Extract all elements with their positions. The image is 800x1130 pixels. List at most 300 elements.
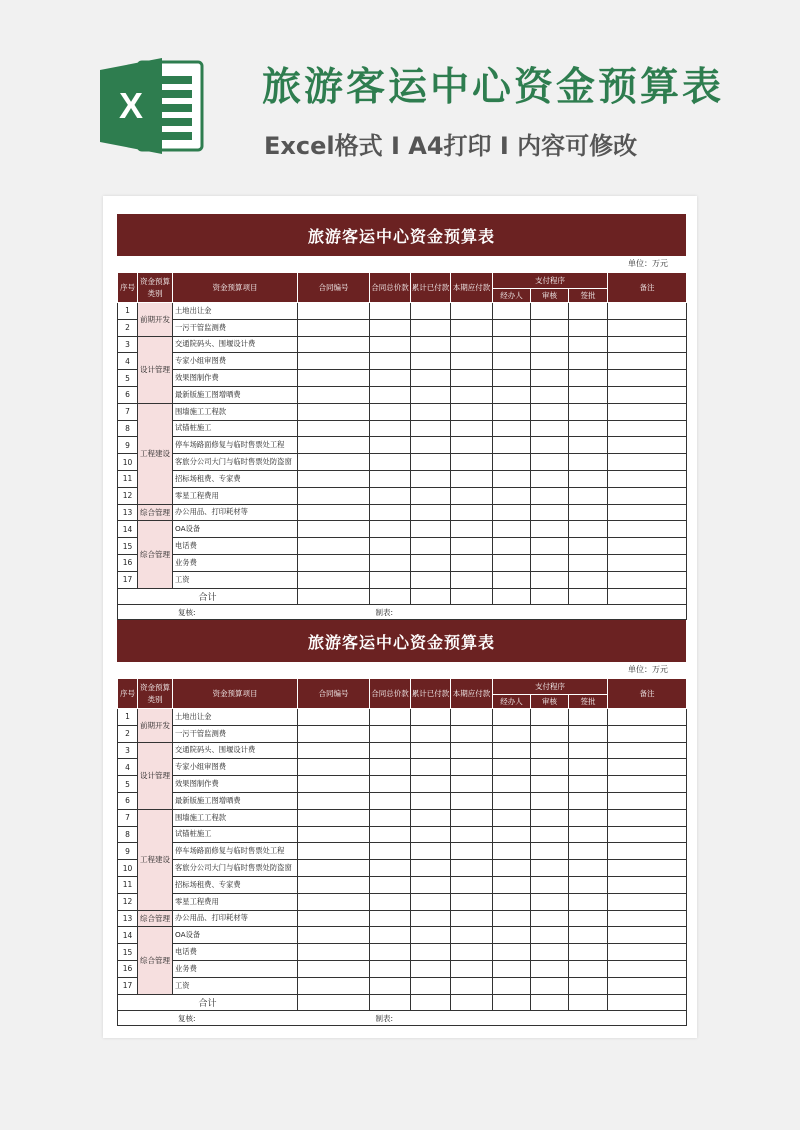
empty-cell[interactable] <box>370 403 411 420</box>
empty-cell[interactable] <box>411 843 451 860</box>
empty-cell[interactable] <box>451 521 493 538</box>
empty-cell[interactable] <box>298 437 370 454</box>
empty-cell[interactable] <box>569 876 608 893</box>
empty-cell[interactable] <box>569 843 608 860</box>
empty-cell[interactable] <box>531 759 569 776</box>
empty-cell[interactable] <box>298 944 370 961</box>
empty-cell[interactable] <box>493 353 531 370</box>
table-row <box>118 504 687 521</box>
empty-cell[interactable] <box>531 454 569 471</box>
empty-cell[interactable] <box>531 353 569 370</box>
empty-cell[interactable] <box>451 927 493 944</box>
empty-cell[interactable] <box>608 538 687 555</box>
empty-cell[interactable] <box>608 571 687 588</box>
empty-cell[interactable] <box>493 437 531 454</box>
empty-cell[interactable] <box>451 910 493 927</box>
empty-cell[interactable] <box>493 319 531 336</box>
empty-cell[interactable] <box>531 487 569 504</box>
empty-cell[interactable] <box>298 709 370 726</box>
empty-cell[interactable] <box>493 944 531 961</box>
empty-cell[interactable] <box>370 521 411 538</box>
empty-cell[interactable] <box>608 809 687 826</box>
empty-cell[interactable] <box>298 303 370 320</box>
empty-cell[interactable] <box>531 386 569 403</box>
empty-cell[interactable] <box>451 725 493 742</box>
empty-cell[interactable] <box>298 370 370 387</box>
empty-cell[interactable] <box>370 571 411 588</box>
empty-cell[interactable] <box>569 776 608 793</box>
empty-cell[interactable] <box>493 538 531 555</box>
empty-cell[interactable] <box>370 776 411 793</box>
empty-cell[interactable] <box>411 876 451 893</box>
empty-cell[interactable] <box>370 504 411 521</box>
empty-cell[interactable] <box>608 759 687 776</box>
empty-cell[interactable] <box>298 521 370 538</box>
empty-cell[interactable] <box>411 521 451 538</box>
empty-cell[interactable] <box>451 759 493 776</box>
header-item: 资金预算项目 <box>173 679 298 709</box>
empty-cell[interactable] <box>569 742 608 759</box>
empty-cell[interactable] <box>531 420 569 437</box>
empty-cell[interactable] <box>569 437 608 454</box>
empty-cell[interactable] <box>451 571 493 588</box>
empty-cell[interactable] <box>298 386 370 403</box>
empty-cell[interactable] <box>298 960 370 977</box>
empty-cell[interactable] <box>608 504 687 521</box>
empty-cell[interactable] <box>608 977 687 994</box>
empty-cell[interactable] <box>569 554 608 571</box>
empty-cell[interactable] <box>411 420 451 437</box>
empty-cell[interactable] <box>411 588 451 605</box>
empty-cell[interactable] <box>493 994 531 1011</box>
empty-cell[interactable] <box>298 319 370 336</box>
empty-cell[interactable] <box>370 725 411 742</box>
empty-cell[interactable] <box>531 588 569 605</box>
empty-cell[interactable] <box>370 742 411 759</box>
empty-cell[interactable] <box>451 809 493 826</box>
empty-cell[interactable] <box>298 353 370 370</box>
empty-cell[interactable] <box>411 571 451 588</box>
empty-cell[interactable] <box>451 826 493 843</box>
empty-cell[interactable] <box>451 336 493 353</box>
empty-cell[interactable] <box>493 876 531 893</box>
row-number: 3 <box>118 336 138 353</box>
empty-cell[interactable] <box>569 994 608 1011</box>
empty-cell[interactable] <box>411 742 451 759</box>
item-cell: OA设备 <box>173 927 298 944</box>
empty-cell[interactable] <box>531 437 569 454</box>
empty-cell[interactable] <box>451 470 493 487</box>
empty-cell[interactable] <box>608 843 687 860</box>
empty-cell[interactable] <box>608 470 687 487</box>
empty-cell[interactable] <box>608 554 687 571</box>
empty-cell[interactable] <box>531 538 569 555</box>
empty-cell[interactable] <box>531 994 569 1011</box>
empty-cell[interactable] <box>370 809 411 826</box>
empty-cell[interactable] <box>411 960 451 977</box>
empty-cell[interactable] <box>451 487 493 504</box>
empty-cell[interactable] <box>493 927 531 944</box>
empty-cell[interactable] <box>569 759 608 776</box>
empty-cell[interactable] <box>531 370 569 387</box>
empty-cell[interactable] <box>298 420 370 437</box>
empty-cell[interactable] <box>411 809 451 826</box>
empty-cell[interactable] <box>569 470 608 487</box>
empty-cell[interactable] <box>411 454 451 471</box>
empty-cell[interactable] <box>411 303 451 320</box>
empty-cell[interactable] <box>370 709 411 726</box>
empty-cell[interactable] <box>451 893 493 910</box>
empty-cell[interactable] <box>451 860 493 877</box>
empty-cell[interactable] <box>569 370 608 387</box>
empty-cell[interactable] <box>569 709 608 726</box>
item-cell: 工资 <box>173 977 298 994</box>
empty-cell[interactable] <box>569 319 608 336</box>
empty-cell[interactable] <box>569 386 608 403</box>
empty-cell[interactable] <box>451 454 493 471</box>
empty-cell[interactable] <box>370 826 411 843</box>
item-cell: 业务费 <box>173 960 298 977</box>
empty-cell[interactable] <box>451 742 493 759</box>
empty-cell[interactable] <box>298 403 370 420</box>
empty-cell[interactable] <box>411 994 451 1011</box>
empty-cell[interactable] <box>608 588 687 605</box>
empty-cell[interactable] <box>569 336 608 353</box>
empty-cell[interactable] <box>493 554 531 571</box>
empty-cell[interactable] <box>569 303 608 320</box>
empty-cell[interactable] <box>298 809 370 826</box>
empty-cell[interactable] <box>451 353 493 370</box>
empty-cell[interactable] <box>451 977 493 994</box>
empty-cell[interactable] <box>370 876 411 893</box>
empty-cell[interactable] <box>298 588 370 605</box>
empty-cell[interactable] <box>569 809 608 826</box>
empty-cell[interactable] <box>608 370 687 387</box>
empty-cell[interactable] <box>608 521 687 538</box>
empty-cell[interactable] <box>298 538 370 555</box>
header-contract-no: 合同编号 <box>298 273 370 303</box>
empty-cell[interactable] <box>608 454 687 471</box>
empty-cell[interactable] <box>569 403 608 420</box>
empty-cell[interactable] <box>298 487 370 504</box>
empty-cell[interactable] <box>493 977 531 994</box>
empty-cell[interactable] <box>493 521 531 538</box>
empty-cell[interactable] <box>608 437 687 454</box>
empty-cell[interactable] <box>531 554 569 571</box>
empty-cell[interactable] <box>370 994 411 1011</box>
empty-cell[interactable] <box>411 910 451 927</box>
empty-cell[interactable] <box>493 370 531 387</box>
empty-cell[interactable] <box>493 403 531 420</box>
empty-cell[interactable] <box>370 843 411 860</box>
empty-cell[interactable] <box>451 588 493 605</box>
empty-cell[interactable] <box>370 386 411 403</box>
empty-cell[interactable] <box>370 960 411 977</box>
empty-cell[interactable] <box>411 776 451 793</box>
empty-cell[interactable] <box>411 487 451 504</box>
empty-cell[interactable] <box>370 927 411 944</box>
empty-cell[interactable] <box>493 776 531 793</box>
empty-cell[interactable] <box>608 910 687 927</box>
empty-cell[interactable] <box>569 927 608 944</box>
empty-cell[interactable] <box>493 725 531 742</box>
empty-cell[interactable] <box>608 826 687 843</box>
empty-cell[interactable] <box>370 792 411 809</box>
empty-cell[interactable] <box>451 709 493 726</box>
empty-cell[interactable] <box>608 353 687 370</box>
empty-cell[interactable] <box>370 910 411 927</box>
empty-cell[interactable] <box>608 336 687 353</box>
empty-cell[interactable] <box>608 403 687 420</box>
empty-cell[interactable] <box>411 437 451 454</box>
empty-cell[interactable] <box>531 725 569 742</box>
empty-cell[interactable] <box>298 571 370 588</box>
empty-cell[interactable] <box>451 960 493 977</box>
empty-cell[interactable] <box>569 353 608 370</box>
empty-cell[interactable] <box>531 303 569 320</box>
empty-cell[interactable] <box>493 571 531 588</box>
empty-cell[interactable] <box>451 319 493 336</box>
empty-cell[interactable] <box>411 336 451 353</box>
empty-cell[interactable] <box>608 303 687 320</box>
empty-cell[interactable] <box>451 994 493 1011</box>
empty-cell[interactable] <box>531 403 569 420</box>
empty-cell[interactable] <box>370 860 411 877</box>
empty-cell[interactable] <box>298 554 370 571</box>
empty-cell[interactable] <box>569 860 608 877</box>
empty-cell[interactable] <box>569 910 608 927</box>
empty-cell[interactable] <box>608 994 687 1011</box>
empty-cell[interactable] <box>298 742 370 759</box>
row-number: 13 <box>118 910 138 927</box>
empty-cell[interactable] <box>411 504 451 521</box>
empty-cell[interactable] <box>493 303 531 320</box>
empty-cell[interactable] <box>411 386 451 403</box>
empty-cell[interactable] <box>411 538 451 555</box>
empty-cell[interactable] <box>531 792 569 809</box>
empty-cell[interactable] <box>370 319 411 336</box>
empty-cell[interactable] <box>531 893 569 910</box>
empty-cell[interactable] <box>370 487 411 504</box>
empty-cell[interactable] <box>608 487 687 504</box>
empty-cell[interactable] <box>531 809 569 826</box>
empty-cell[interactable] <box>493 709 531 726</box>
empty-cell[interactable] <box>370 554 411 571</box>
empty-cell[interactable] <box>608 776 687 793</box>
empty-cell[interactable] <box>411 977 451 994</box>
empty-cell[interactable] <box>370 470 411 487</box>
empty-cell[interactable] <box>493 809 531 826</box>
empty-cell[interactable] <box>298 759 370 776</box>
empty-cell[interactable] <box>608 319 687 336</box>
empty-cell[interactable] <box>451 386 493 403</box>
empty-cell[interactable] <box>370 454 411 471</box>
empty-cell[interactable] <box>411 944 451 961</box>
empty-cell[interactable] <box>451 403 493 420</box>
empty-cell[interactable] <box>569 571 608 588</box>
empty-cell[interactable] <box>531 977 569 994</box>
empty-cell[interactable] <box>493 893 531 910</box>
empty-cell[interactable] <box>298 470 370 487</box>
empty-cell[interactable] <box>531 843 569 860</box>
empty-cell[interactable] <box>531 944 569 961</box>
empty-cell[interactable] <box>531 571 569 588</box>
empty-cell[interactable] <box>298 927 370 944</box>
empty-cell[interactable] <box>531 776 569 793</box>
empty-cell[interactable] <box>298 860 370 877</box>
empty-cell[interactable] <box>493 742 531 759</box>
empty-cell[interactable] <box>531 876 569 893</box>
empty-cell[interactable] <box>493 454 531 471</box>
empty-cell[interactable] <box>411 860 451 877</box>
empty-cell[interactable] <box>531 470 569 487</box>
empty-cell[interactable] <box>298 504 370 521</box>
empty-cell[interactable] <box>411 725 451 742</box>
empty-cell[interactable] <box>531 521 569 538</box>
empty-cell[interactable] <box>411 792 451 809</box>
empty-cell[interactable] <box>608 792 687 809</box>
empty-cell[interactable] <box>531 742 569 759</box>
empty-cell[interactable] <box>608 893 687 910</box>
empty-cell[interactable] <box>451 554 493 571</box>
empty-cell[interactable] <box>493 487 531 504</box>
empty-cell[interactable] <box>451 538 493 555</box>
empty-cell[interactable] <box>569 487 608 504</box>
empty-cell[interactable] <box>411 403 451 420</box>
empty-cell[interactable] <box>569 792 608 809</box>
empty-cell[interactable] <box>451 944 493 961</box>
empty-cell[interactable] <box>531 336 569 353</box>
empty-cell[interactable] <box>411 353 451 370</box>
empty-cell[interactable] <box>493 910 531 927</box>
empty-cell[interactable] <box>411 709 451 726</box>
empty-cell[interactable] <box>411 370 451 387</box>
empty-cell[interactable] <box>411 826 451 843</box>
empty-cell[interactable] <box>370 437 411 454</box>
empty-cell[interactable] <box>451 792 493 809</box>
empty-cell[interactable] <box>298 843 370 860</box>
empty-cell[interactable] <box>451 504 493 521</box>
empty-cell[interactable] <box>493 336 531 353</box>
empty-cell[interactable] <box>569 504 608 521</box>
empty-cell[interactable] <box>531 826 569 843</box>
empty-cell[interactable] <box>608 860 687 877</box>
empty-cell[interactable] <box>493 588 531 605</box>
empty-cell[interactable] <box>569 521 608 538</box>
empty-cell[interactable] <box>569 454 608 471</box>
empty-cell[interactable] <box>451 420 493 437</box>
empty-cell[interactable] <box>608 386 687 403</box>
empty-cell[interactable] <box>370 303 411 320</box>
empty-cell[interactable] <box>569 977 608 994</box>
empty-cell[interactable] <box>451 303 493 320</box>
empty-cell[interactable] <box>370 538 411 555</box>
empty-cell[interactable] <box>370 370 411 387</box>
empty-cell[interactable] <box>451 437 493 454</box>
empty-cell[interactable] <box>531 910 569 927</box>
empty-cell[interactable] <box>370 977 411 994</box>
empty-cell[interactable] <box>493 960 531 977</box>
empty-cell[interactable] <box>569 588 608 605</box>
empty-cell[interactable] <box>298 826 370 843</box>
empty-cell[interactable] <box>608 876 687 893</box>
empty-cell[interactable] <box>298 977 370 994</box>
empty-cell[interactable] <box>493 470 531 487</box>
empty-cell[interactable] <box>298 776 370 793</box>
empty-cell[interactable] <box>493 504 531 521</box>
empty-cell[interactable] <box>370 588 411 605</box>
empty-cell[interactable] <box>531 927 569 944</box>
empty-cell[interactable] <box>411 554 451 571</box>
empty-cell[interactable] <box>531 319 569 336</box>
empty-cell[interactable] <box>451 843 493 860</box>
empty-cell[interactable] <box>451 776 493 793</box>
empty-cell[interactable] <box>370 420 411 437</box>
empty-cell[interactable] <box>531 860 569 877</box>
empty-cell[interactable] <box>608 944 687 961</box>
empty-cell[interactable] <box>569 538 608 555</box>
table-row <box>118 742 687 759</box>
empty-cell[interactable] <box>608 420 687 437</box>
empty-cell[interactable] <box>370 893 411 910</box>
empty-cell[interactable] <box>298 792 370 809</box>
empty-cell[interactable] <box>411 893 451 910</box>
empty-cell[interactable] <box>608 960 687 977</box>
category-cell: 前期开发 <box>138 303 173 337</box>
empty-cell[interactable] <box>298 994 370 1011</box>
empty-cell[interactable] <box>298 336 370 353</box>
empty-cell[interactable] <box>370 353 411 370</box>
empty-cell[interactable] <box>531 960 569 977</box>
empty-cell[interactable] <box>608 927 687 944</box>
empty-cell[interactable] <box>370 759 411 776</box>
empty-cell[interactable] <box>493 420 531 437</box>
empty-cell[interactable] <box>411 927 451 944</box>
empty-cell[interactable] <box>298 876 370 893</box>
empty-cell[interactable] <box>298 725 370 742</box>
empty-cell[interactable] <box>531 709 569 726</box>
empty-cell[interactable] <box>411 470 451 487</box>
empty-cell[interactable] <box>298 454 370 471</box>
row-number: 16 <box>118 960 138 977</box>
empty-cell[interactable] <box>451 370 493 387</box>
empty-cell[interactable] <box>569 960 608 977</box>
empty-cell[interactable] <box>493 843 531 860</box>
empty-cell[interactable] <box>493 792 531 809</box>
empty-cell[interactable] <box>569 893 608 910</box>
empty-cell[interactable] <box>370 944 411 961</box>
empty-cell[interactable] <box>493 860 531 877</box>
empty-cell[interactable] <box>569 420 608 437</box>
empty-cell[interactable] <box>493 759 531 776</box>
empty-cell[interactable] <box>411 319 451 336</box>
empty-cell[interactable] <box>569 944 608 961</box>
empty-cell[interactable] <box>493 386 531 403</box>
empty-cell[interactable] <box>370 336 411 353</box>
empty-cell[interactable] <box>411 759 451 776</box>
empty-cell[interactable] <box>298 910 370 927</box>
empty-cell[interactable] <box>531 504 569 521</box>
empty-cell[interactable] <box>569 725 608 742</box>
empty-cell[interactable] <box>451 876 493 893</box>
empty-cell[interactable] <box>569 826 608 843</box>
empty-cell[interactable] <box>608 725 687 742</box>
empty-cell[interactable] <box>493 826 531 843</box>
table-row <box>118 420 687 437</box>
empty-cell[interactable] <box>608 742 687 759</box>
empty-cell[interactable] <box>608 709 687 726</box>
empty-cell[interactable] <box>298 893 370 910</box>
